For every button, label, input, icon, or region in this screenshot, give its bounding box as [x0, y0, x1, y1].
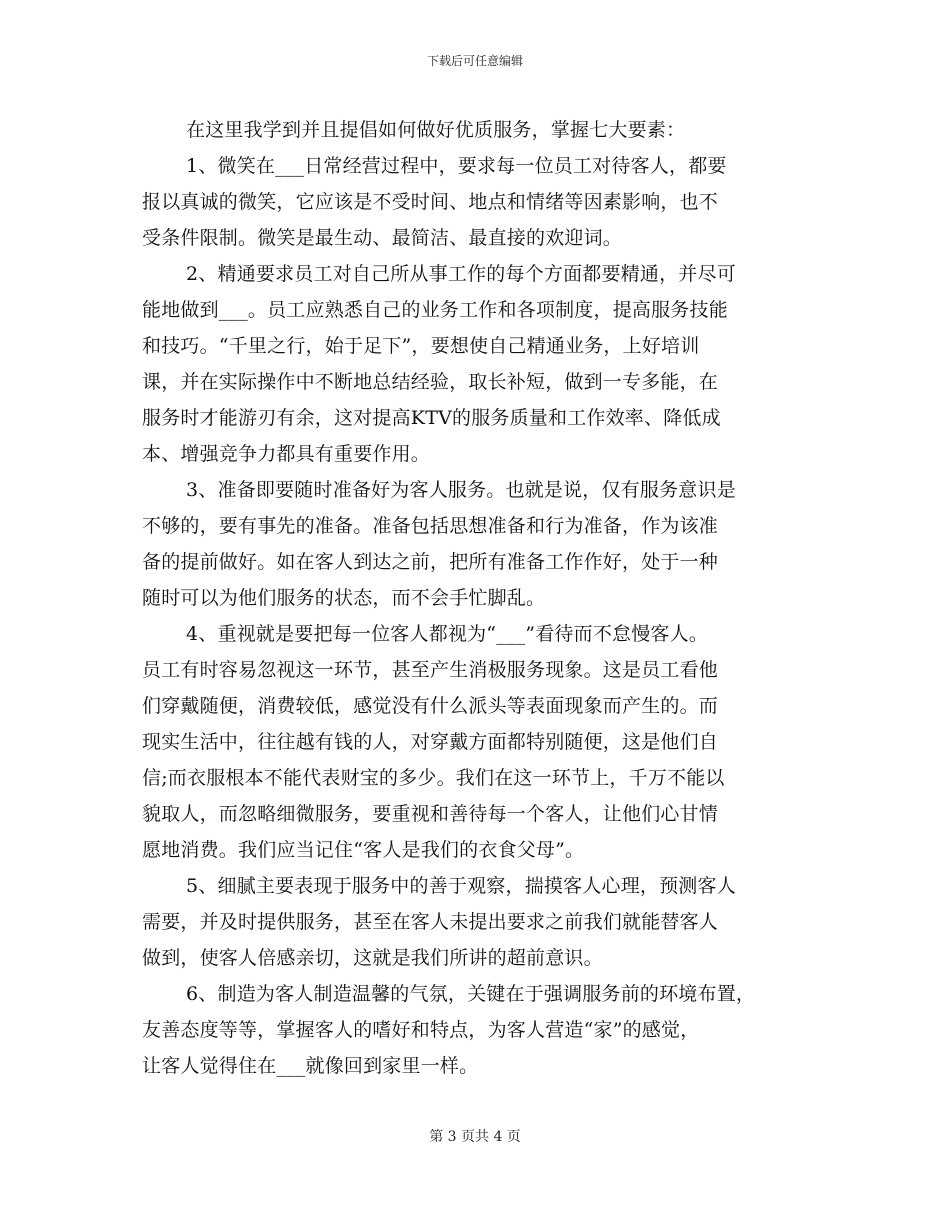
text-line: 友善态度等等，掌握客人的嗜好和特点，为客人营造“家”的感觉， [142, 1019, 700, 1041]
text-line: 6、制造为客人制造温馨的气氛，关键在于强调服务前的环境布置， [186, 983, 756, 1005]
text-line: 在这里我学到并且提倡如何做好优质服务，掌握七大要素： [186, 119, 686, 141]
text-line: 和技巧。“千里之行，始于足下”，要想使自己精通业务，上好培训 [142, 335, 700, 357]
page-footer: 第 3 页共 4 页 [429, 1129, 521, 1145]
text-line: 报以真诚的微笑，它应该是不受时间、地点和情绪等因素影响，也不 [142, 191, 719, 213]
text-line: 课，并在实际操作中不断地总结经验，取长补短，做到一专多能，在 [142, 371, 719, 393]
text-line: 5、细腻主要表现于服务中的善于观察，揣摸客人心理，预测客人 [186, 875, 736, 897]
text-line: 2、精通要求员工对自己所从事工作的每个方面都要精通，并尽可 [186, 263, 736, 285]
text-line: 做到，使客人倍感亲切，这就是我们所讲的超前意识。 [142, 947, 603, 969]
document-body [142, 112, 822, 1084]
text-line: 貌取人，而忽略细微服务，要重视和善待每一个客人，让他们心甘情 [142, 803, 719, 825]
text-line: 员工有时容易忽视这一环节，甚至产生消极服务现象。这是员工看他 [142, 659, 719, 681]
text-line: 愿地消费。我们应当记住“客人是我们的衣食父母”。 [142, 839, 585, 861]
text-line: 本、增强竞争力都具有重要作用。 [142, 443, 431, 465]
text-line: 备的提前做好。如在客人到达之前，把所有准备工作作好，处于一种 [142, 551, 719, 573]
text-line: 受条件限制。微笑是最生动、最简洁、最直接的欢迎词。 [142, 227, 623, 249]
text-line: 们穿戴随便，消费较低，感觉没有什么派头等表面现象而产生的。而 [142, 695, 719, 717]
text-line: 不够的，要有事先的准备。准备包括思想准备和行为准备，作为该准 [142, 515, 719, 537]
text-line: 现实生活中，往往越有钱的人，对穿戴方面都特别随便，这是他们自 [142, 731, 719, 753]
text-line: 能地做到___。员工应熟悉自己的业务工作和各项制度，提高服务技能 [142, 299, 728, 321]
text-line: 让客人觉得住在___就像回到家里一样。 [142, 1055, 479, 1077]
text-line: 信;而衣服根本不能代表财宝的多少。我们在这一环节上，千万不能以 [142, 767, 725, 789]
text-line: 随时可以为他们服务的状态，而不会手忙脚乱。 [142, 587, 546, 609]
text-line: 服务时才能游刃有余，这对提高KTV的服务质量和工作效率、降低成 [142, 407, 721, 429]
text-line: 需要，并及时提供服务，甚至在客人未提出要求之前我们就能替客人 [142, 911, 719, 933]
text-line: 3、准备即要随时准备好为客人服务。也就是说，仅有服务意识是 [186, 479, 736, 501]
text-line: 4、重视就是要把每一位客人都视为“___”看待而不怠慢客人。 [186, 623, 709, 645]
text-line: 1、微笑在___日常经营过程中，要求每一位员工对待客人，都要 [186, 155, 727, 177]
page-header: 下载后可任意编辑 [426, 54, 523, 68]
